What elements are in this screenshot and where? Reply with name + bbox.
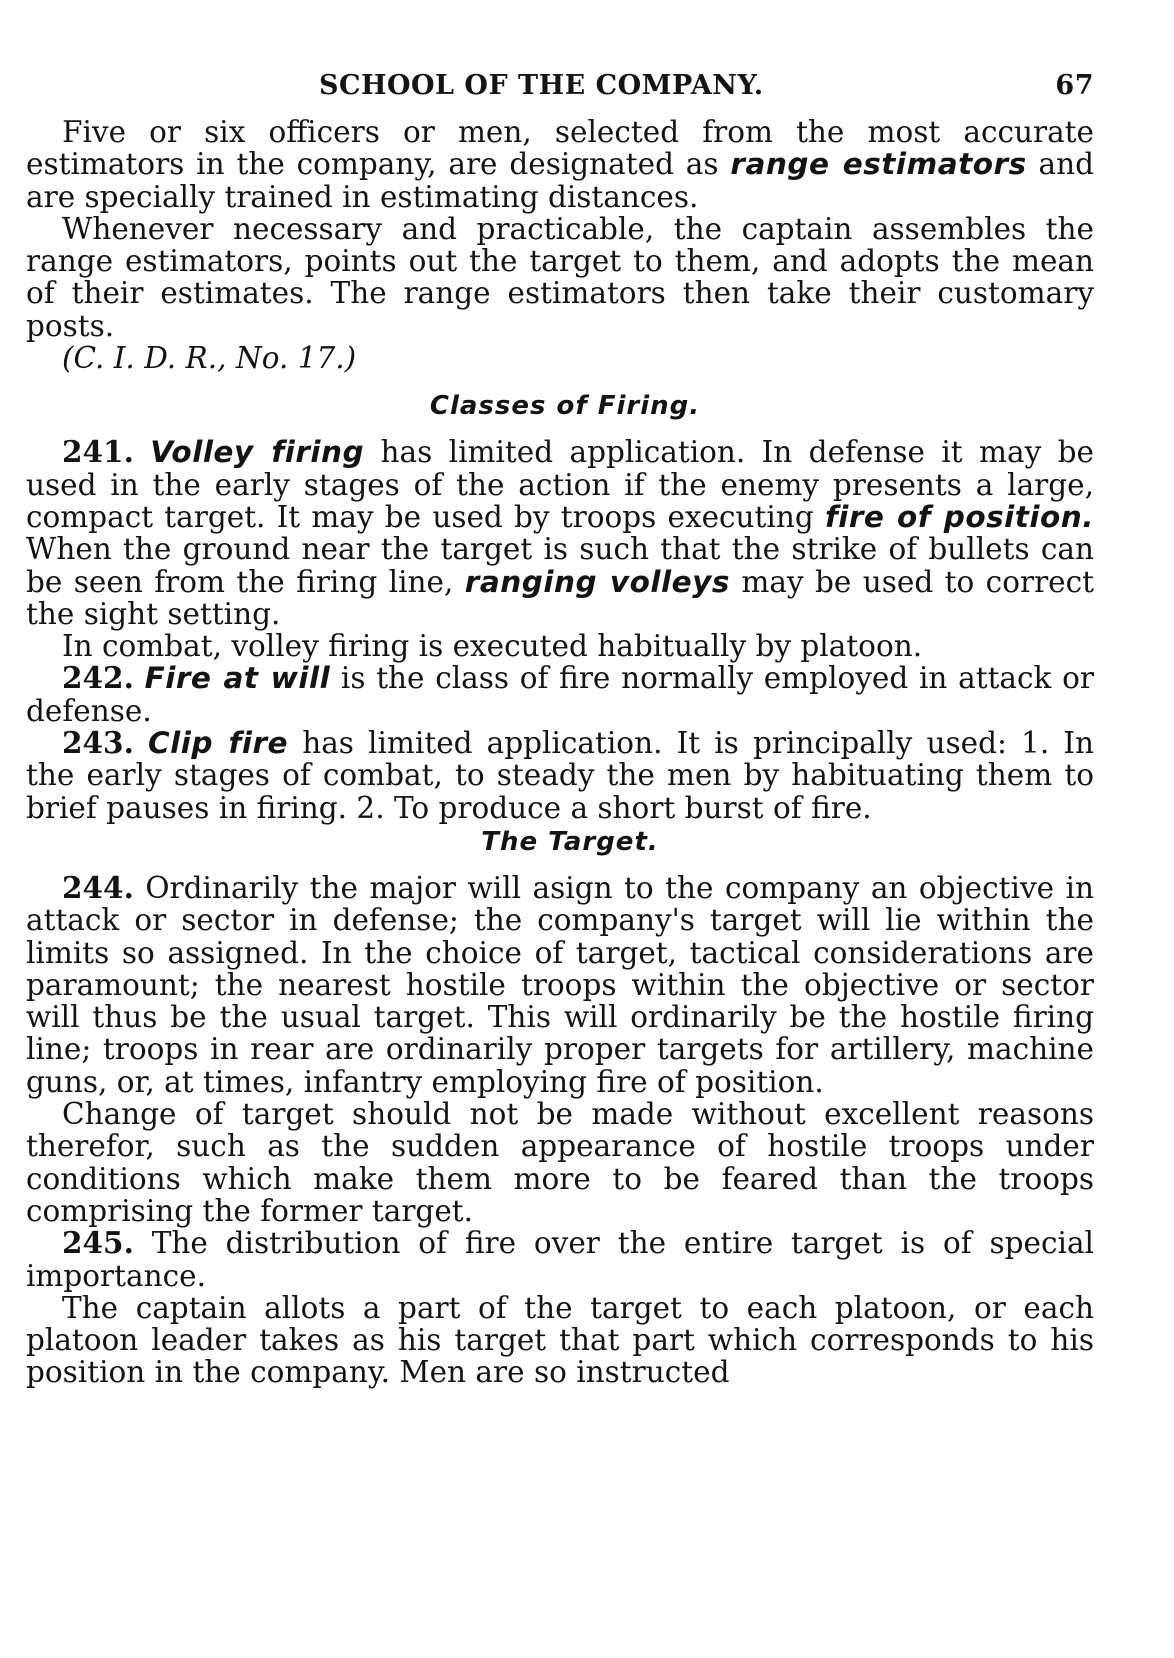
paragraph-number: 245. bbox=[62, 1225, 134, 1261]
paragraph-241: 241. Volley firing has limited application. In defense it may be used in the early stages of the action if the enemy presents a large, compact target. It may be used by troops executing fire of position. When the ground near the target is such that the strike of bullets can be seen from the firing line, ranging volleys may be used to correct the sight setting. bbox=[26, 434, 1095, 631]
paragraph-number: 243. bbox=[62, 725, 134, 761]
term-fire-of-position: fire of position. bbox=[824, 499, 1094, 534]
paragraph-245-continued: The captain allots a part of the target to each platoon, or each platoon leader takes as his target that part which corresponds to his position in the company. Men are so instructed bbox=[26, 1290, 1094, 1390]
paragraph-range-estimators: Five or six officers or men, selected from the most accurate estimators in the company, are designated as range estimators and are specially trained in estimating distances. bbox=[26, 115, 1094, 214]
page-number: 67 bbox=[1055, 70, 1094, 101]
paragraph-captain-assembles: Whenever necessary and practicable, the captain assembles the range estimators, points out the target to them, and adopts the mean of their estimates. The range estimators then take their customary posts. bbox=[26, 211, 1094, 343]
section-heading-classes-of-firing: Classes of Firing. bbox=[429, 391, 701, 422]
paragraph-number: 241. bbox=[62, 434, 134, 470]
term-clip-fire: Clip fire bbox=[148, 726, 289, 761]
section-heading-the-target: The Target. bbox=[481, 826, 659, 857]
paragraph-242: 242. Fire at will is the class of fire normally employed in attack or defense. bbox=[26, 660, 1094, 728]
paragraph-243: 243. Clip fire has limited application. It is principally used: 1. In the early stages of combat, to steady the men by habituating them to brief pauses in firing. 2. To produce a short burst of fire. bbox=[26, 725, 1094, 825]
paragraph-number: 242. bbox=[62, 660, 134, 696]
paragraph-number: 244. bbox=[62, 869, 134, 905]
running-title: SCHOOL OF THE COMPANY. bbox=[319, 70, 764, 101]
term-volley-firing: Volley firing bbox=[150, 435, 365, 470]
paragraph-245: 245. The distribution of fire over the entire target is of special importance. bbox=[26, 1225, 1094, 1293]
paragraph-244: 244. Ordinarily the major will asign to the company an objective in attack or sector in defense; the company's target will lie within the limits so assigned. In the choice of target, tactical considerations are paramount; the nearest hostile troops within the objective or sector will thus be the usual target. This will ordinarily be the hostile firing line; troops in rear are ordinarily proper targets for artillery, machine guns, or, at times, infantry employing fire of position. bbox=[26, 869, 1094, 1099]
paragraph-241-continued: In combat, volley firing is executed habitually by platoon. bbox=[62, 629, 923, 664]
term-ranging-volleys: ranging volleys bbox=[464, 564, 730, 599]
term-range-estimators: range estimators bbox=[730, 147, 1027, 182]
reference-citation: (C. I. D. R., No. 17.) bbox=[62, 341, 357, 376]
paragraph-244-continued: Change of target should not be made without excellent reasons therefor, such as the sudden appearance of hostile troops under conditions which make them more to be feared than the troops comprising the former target. bbox=[26, 1097, 1094, 1228]
running-header bbox=[26, 70, 1094, 116]
term-fire-at-will: Fire at will bbox=[144, 661, 331, 696]
